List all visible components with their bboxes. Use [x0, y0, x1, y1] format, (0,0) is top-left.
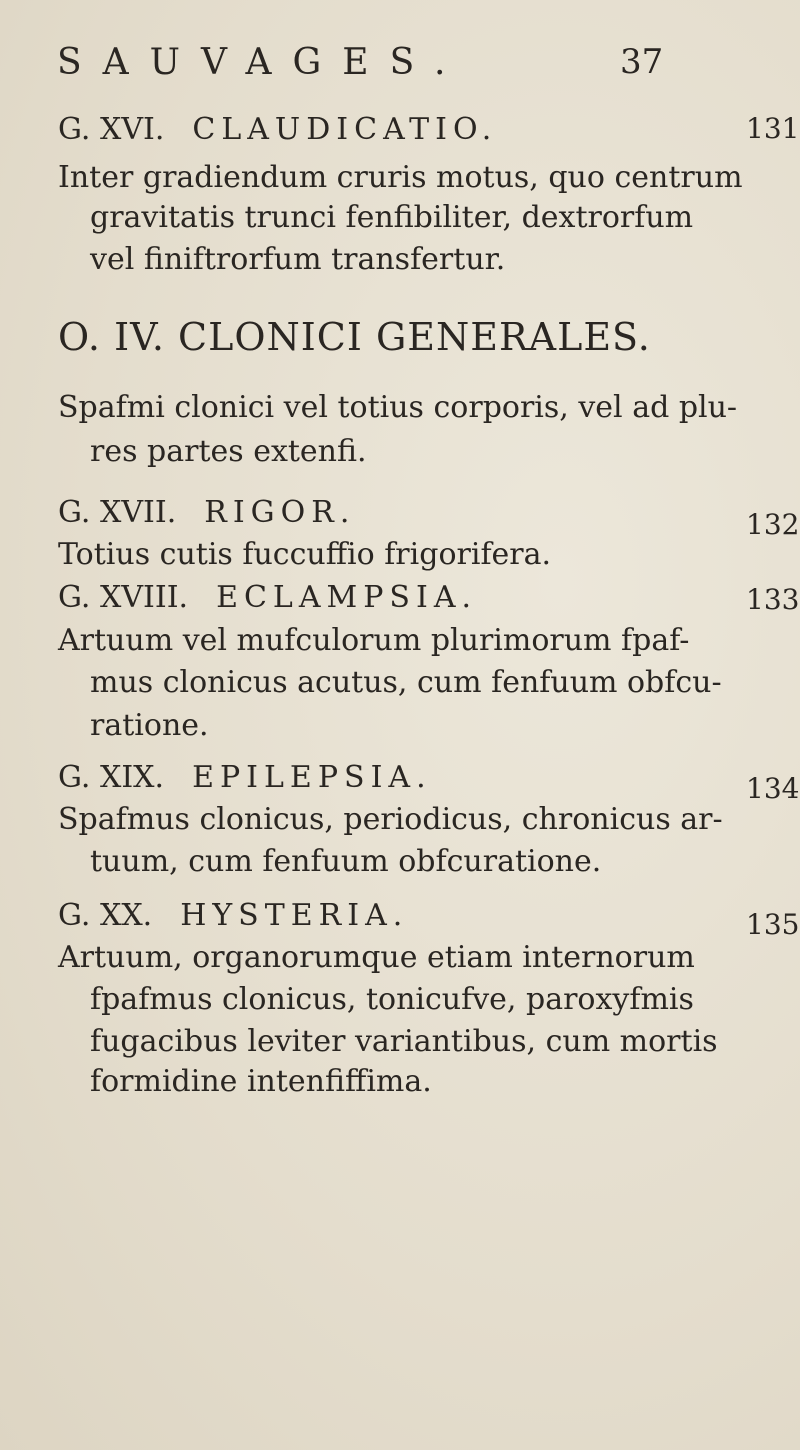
genus-heading-xix: [58, 760, 432, 795]
genus-heading-xviii: [58, 580, 477, 615]
section-number: 131: [746, 112, 800, 145]
order-heading: O. IV. CLONICI GENERALES.: [58, 315, 651, 359]
section-number: 132: [746, 508, 800, 541]
genus-number: G. XVI.: [58, 112, 165, 147]
genus-name: RIGOR.: [204, 495, 356, 530]
text-line: Inter gradiendum cruris motus, quo centrum: [58, 160, 743, 195]
text-line: mus clonicus acutus, cum fenfuum obfcu-: [90, 665, 722, 700]
genus-name: CLAUDICATIO.: [192, 112, 498, 147]
genus-heading-xvi: [58, 112, 497, 147]
running-header: SAUVAGES.: [57, 42, 467, 83]
text-line: fugacibus leviter variantibus, cum mortis: [90, 1024, 718, 1059]
section-number: 135: [746, 908, 800, 941]
genus-number: G. XIX.: [58, 760, 165, 795]
text-line: Spafmus clonicus, periodicus, chronicus ar-: [58, 802, 723, 837]
text-line: res partes extenfi.: [90, 434, 367, 469]
text-line: Artuum, organorumque etiam internorum: [58, 940, 695, 975]
text-line: vel finiftrorfum transfertur.: [90, 242, 506, 277]
genus-name: HYSTERIA.: [180, 898, 409, 933]
genus-name: EPILEPSIA.: [192, 760, 432, 795]
page-number: 37: [620, 42, 664, 82]
text-line: formidine intenfiffima.: [90, 1064, 432, 1099]
text-line: Totius cutis fuccuffio frigorifera.: [58, 537, 552, 572]
genus-heading-xx: [58, 898, 408, 933]
text-line: gravitatis trunci fenfibiliter, dextrorfum: [90, 200, 694, 235]
text-line: fpafmus clonicus, tonicufve, paroxyfmis: [90, 982, 694, 1017]
section-number: 133: [746, 583, 800, 616]
text-line: tuum, cum fenfuum obfcuratione.: [90, 844, 602, 879]
genus-heading-xvii: [58, 495, 355, 530]
text-line: Spafmi clonici vel totius corporis, vel ad plu-: [58, 390, 738, 425]
genus-number: G. XVII.: [58, 495, 177, 530]
genus-number: G. XVIII.: [58, 580, 189, 615]
text-line: ratione.: [90, 708, 209, 743]
section-number: 134: [746, 772, 800, 805]
genus-number: G. XX.: [58, 898, 153, 933]
text-line: Artuum vel mufculorum plurimorum fpaf-: [58, 623, 690, 658]
genus-name: ECLAMPSIA.: [216, 580, 478, 615]
